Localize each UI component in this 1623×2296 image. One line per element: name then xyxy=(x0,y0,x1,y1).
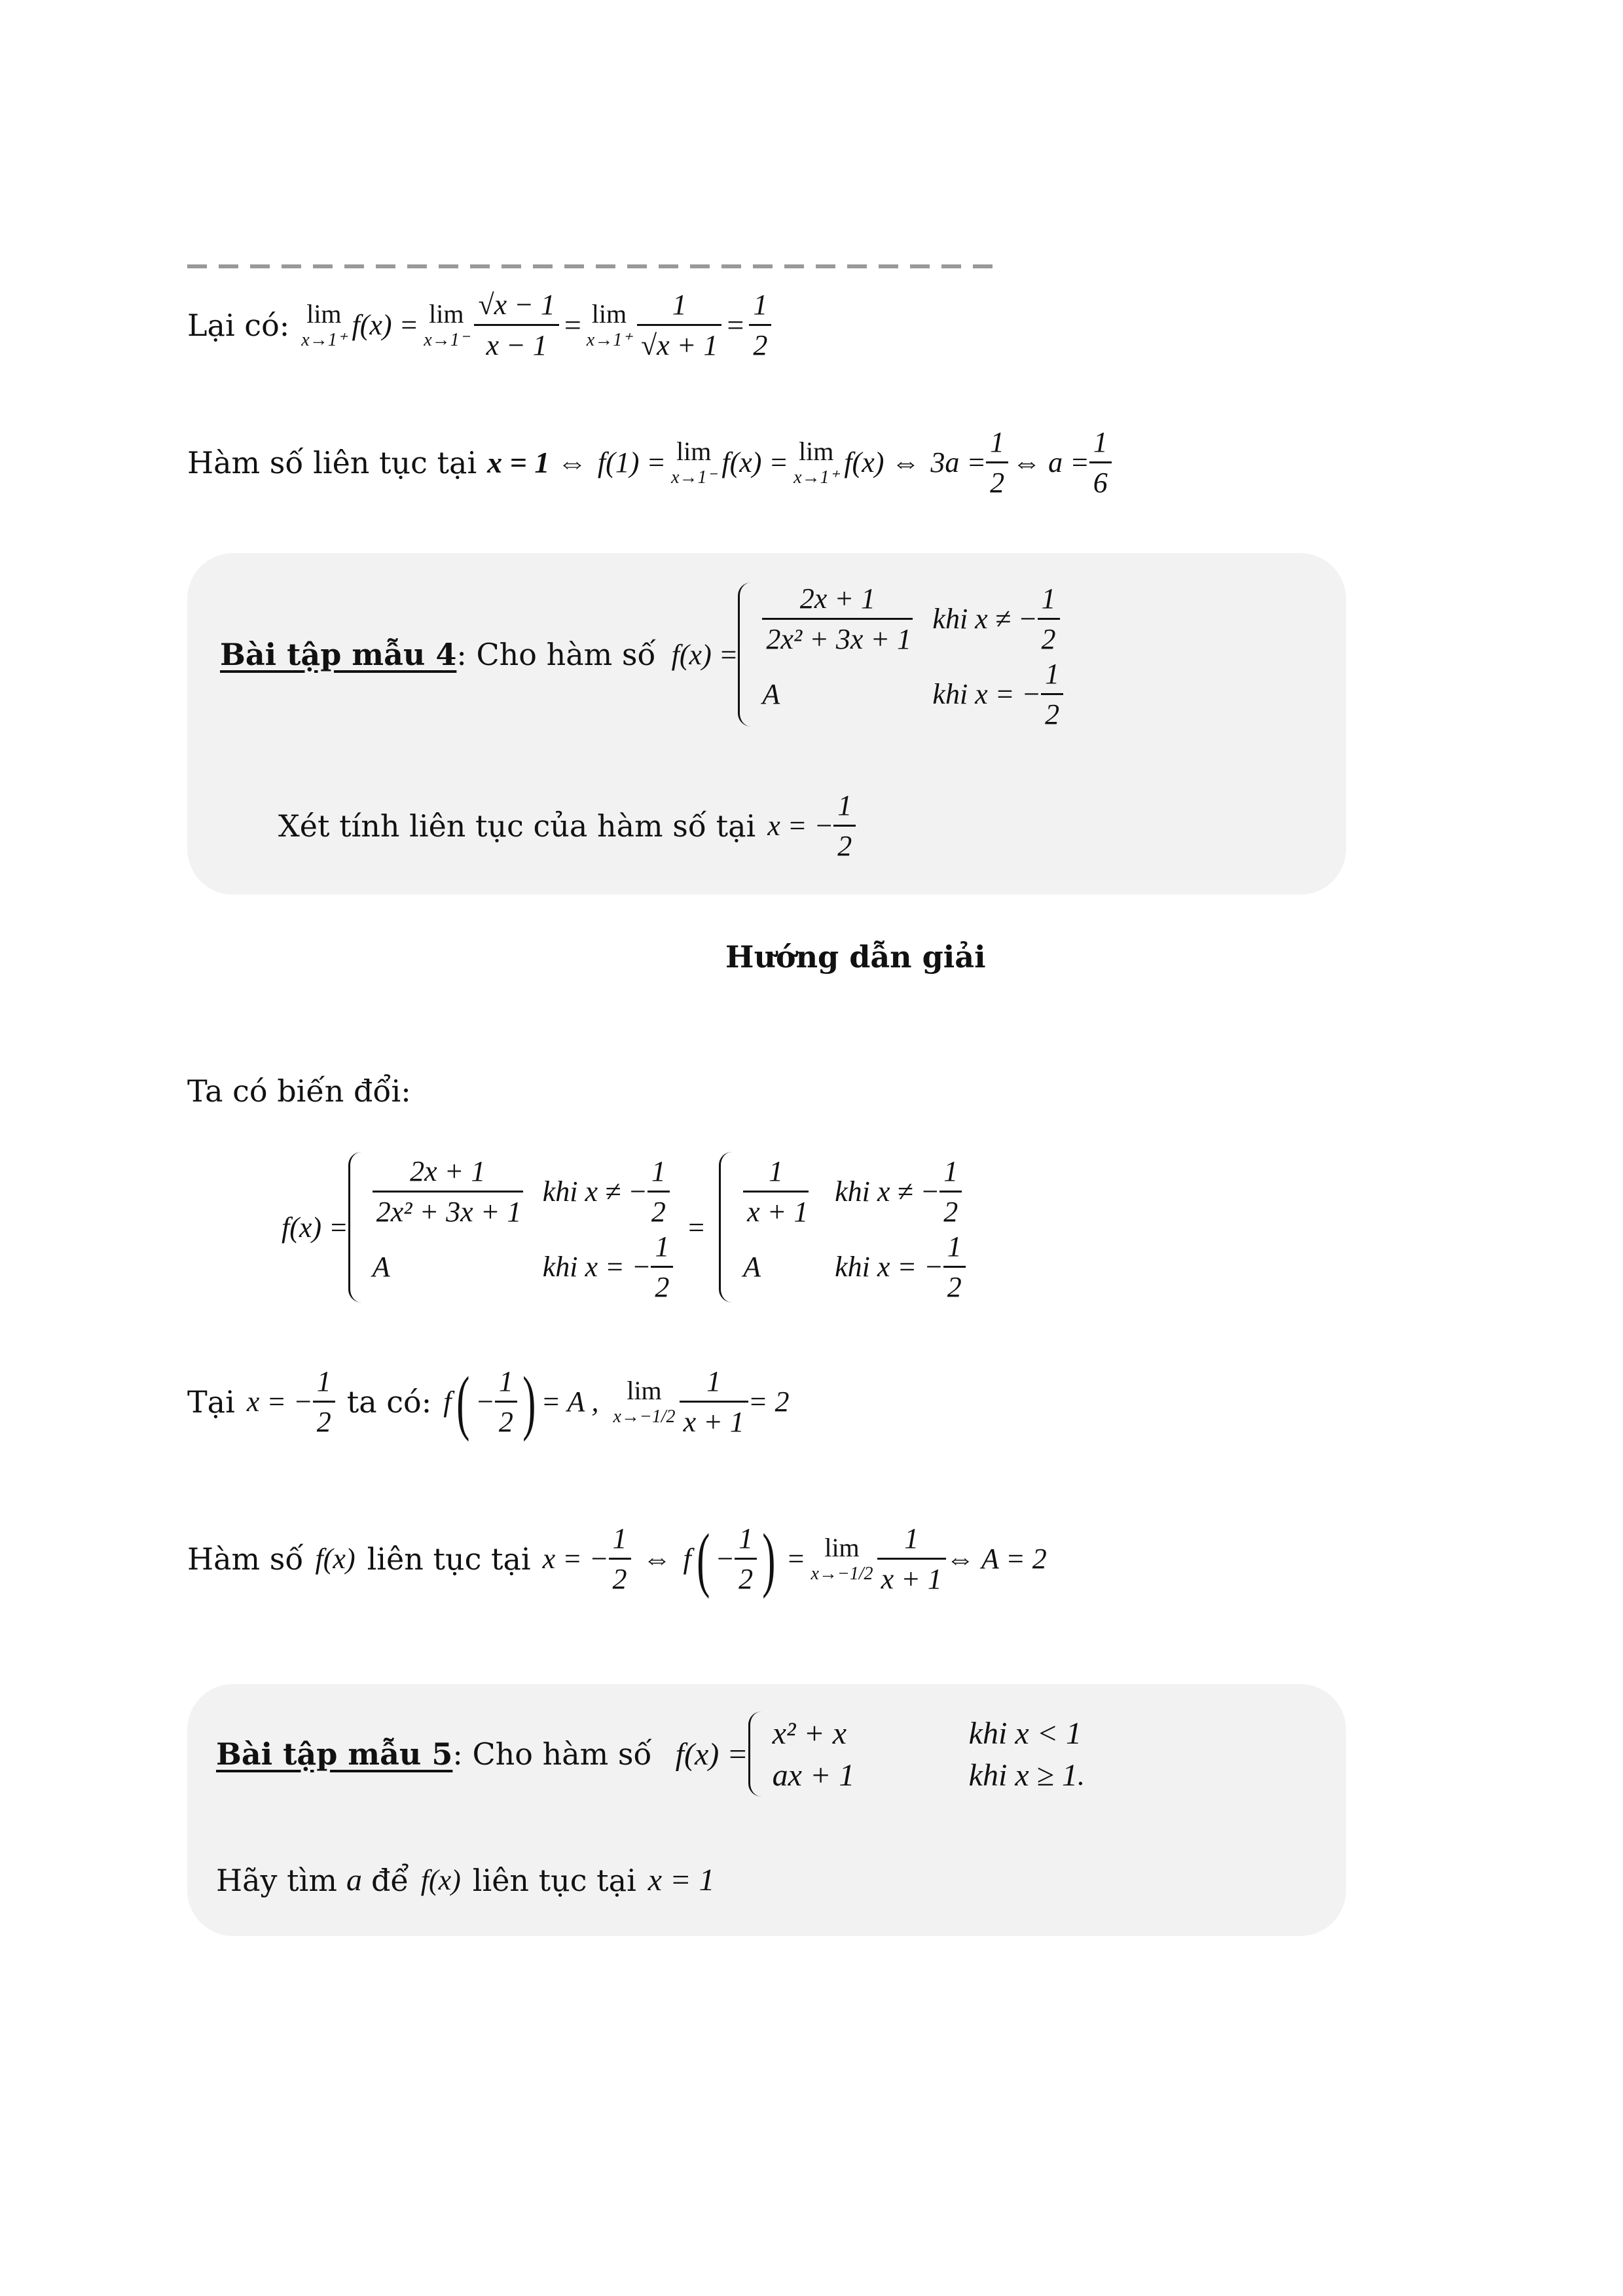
fraction-sqrt: $\frac{√x - 1}{x - 1}$ xyxy=(474,288,558,362)
f-of-x-1: f(x) = xyxy=(721,446,789,478)
case2-value: A xyxy=(762,677,780,710)
fraction-half: $\frac{1}{2}$ xyxy=(986,425,1008,499)
half: $\frac{1}{2}$ xyxy=(313,1365,335,1439)
label-lai-co: Lại có: xyxy=(187,307,290,343)
period: . xyxy=(1077,1759,1085,1791)
left-brace xyxy=(748,1712,766,1797)
question-text: Xét tính liên tục của hàm số tại xyxy=(278,808,756,844)
case2-condition: khi x = − xyxy=(932,677,1042,710)
conclusion-fx: f(x) xyxy=(315,1543,356,1575)
simplified-cases: $\frac{1}{x + 1}$ khi x ≠ − $\frac{1}{2}$ A khi x = − $\frac{1}{2}$ xyxy=(743,1152,966,1302)
exercise-5-statement xyxy=(216,1712,1085,1797)
piecewise-cases xyxy=(762,579,1063,730)
question-a: a xyxy=(346,1863,362,1897)
solution-heading: Hướng dẫn giải xyxy=(725,939,986,975)
case2-condition: khi x ≥ 1 xyxy=(968,1757,1078,1793)
at-x: x = − xyxy=(246,1386,313,1418)
piecewise-transformation xyxy=(282,1152,966,1302)
piecewise-cases xyxy=(773,1712,1085,1796)
exercise-5-title: Bài tập mẫu 5 xyxy=(216,1736,453,1772)
line-lai-co xyxy=(187,288,771,362)
limit-right: lim x→1⁺ xyxy=(301,298,347,350)
limit-at-half-2: lim x→−1/2 xyxy=(811,1532,873,1584)
case1: x² + x xyxy=(772,1715,847,1751)
f-of-x: f(x) = xyxy=(282,1211,348,1244)
left-brace-1 xyxy=(348,1152,366,1302)
question-x: x = 1 xyxy=(647,1863,715,1897)
line-conclusion: Hàm số f(x) liên tục tại x = − $\frac{1}{2}$ ⇔ f ( − $\frac{1}{2}$ ) = lim x→−1/2 $\frac{1}{x + 1}$ ⇔ A = 2 xyxy=(187,1518,1047,1599)
f-symbol: f xyxy=(443,1386,452,1418)
limit-right: lim x→1⁺ xyxy=(793,436,839,488)
case1-condition: khi x < 1 xyxy=(968,1715,1082,1751)
one-over-x-plus-1: $\frac{1}{x + 1}$ xyxy=(680,1365,748,1439)
limit-at-half: lim x→−1/2 xyxy=(613,1375,676,1427)
case2: ax + 1 xyxy=(772,1757,855,1793)
left-brace-2 xyxy=(719,1152,737,1302)
fraction-sixth: $\frac{1}{6}$ xyxy=(1089,425,1112,499)
at-text: Tại xyxy=(187,1384,235,1420)
question-x: x = − xyxy=(767,810,834,842)
exercise-4-statement xyxy=(220,579,1063,730)
case1-fraction: $\frac{2x + 1}{\text{2x² + 3x + 1}}$ xyxy=(762,582,913,656)
question-pre: Hãy tìm xyxy=(216,1862,337,1898)
a-equals: ⇔ a = xyxy=(1012,446,1089,478)
question-mid: để xyxy=(371,1862,409,1898)
iff: ⇔ xyxy=(642,1543,672,1575)
question-fx: f(x) xyxy=(420,1864,461,1896)
case1-half: $\frac{1}{2}$ xyxy=(1038,582,1060,656)
case1-condition: khi x ≠ − xyxy=(932,602,1038,635)
question-post: liên tục tại xyxy=(472,1862,636,1898)
solution-intro: Ta có biến đổi: xyxy=(187,1073,411,1109)
original-cases: $\frac{2x + 1}{\text{2x² + 3x + 1}}$ khi x ≠ − $\frac{1}{2}$ A khi x = − $\frac{1}{2}$ xyxy=(373,1152,674,1302)
fraction-rationalized: $\frac{1}{√x + 1}$ xyxy=(637,288,721,362)
case2-half: $\frac{1}{2}$ xyxy=(1041,657,1063,731)
conclusion-x: x = − xyxy=(542,1543,609,1575)
f-of-x: f(x) = xyxy=(675,1736,748,1772)
question-half: $\frac{1}{2}$ xyxy=(833,789,856,863)
equals-2: = xyxy=(727,308,744,342)
exercise-4-intro: : Cho hàm số xyxy=(456,637,656,672)
cropped-text-remnant xyxy=(187,262,999,271)
equals: = xyxy=(564,308,581,342)
fraction-result: $\frac{1}{2}$ xyxy=(749,288,771,362)
equals: = xyxy=(686,1211,706,1244)
left-brace xyxy=(738,583,756,726)
half-in-parens: $\frac{1}{2}$ xyxy=(495,1365,517,1439)
exercise-5-intro: : Cho hàm số xyxy=(452,1736,652,1772)
limit-right-2: lim x→1⁺ xyxy=(586,298,632,350)
equals-2: = 2 xyxy=(748,1386,790,1418)
exercise-4-question xyxy=(278,789,856,863)
equals-A: = A , xyxy=(541,1386,599,1418)
exercise-4-title: Bài tập mẫu 4 xyxy=(220,637,457,672)
three-a: 3a = xyxy=(930,446,987,478)
line-continuity-condition xyxy=(187,425,1112,499)
f-of-1: f(1) = xyxy=(597,446,666,478)
f-of-x-2: f(x) ⇔ xyxy=(844,446,921,478)
cond-x-eq-1: x = 1 ⇔ xyxy=(487,446,587,479)
continuity-text: Hàm số liên tục tại xyxy=(187,444,477,480)
limit-left: lim x→1⁻ xyxy=(671,436,717,488)
conclusion-mid: liên tục tại xyxy=(367,1541,531,1577)
exercise-5-question xyxy=(216,1862,715,1898)
final-result: ⇔ A = 2 xyxy=(945,1543,1047,1575)
limit-left: lim x→1⁻ xyxy=(424,298,469,350)
f-of-x: f(x) = xyxy=(671,638,739,671)
line-at-point: Tại x = − $\frac{1}{2}$ ta có: f ( − $\frac{1}{2}$ ) = A , lim x→−1/2 $\frac{1}{x + 1}$ = 2 xyxy=(187,1361,790,1442)
conclusion-text: Hàm số xyxy=(187,1541,304,1577)
f-of-x: f(x) = xyxy=(352,309,419,341)
ta-co: ta có: xyxy=(346,1384,432,1420)
